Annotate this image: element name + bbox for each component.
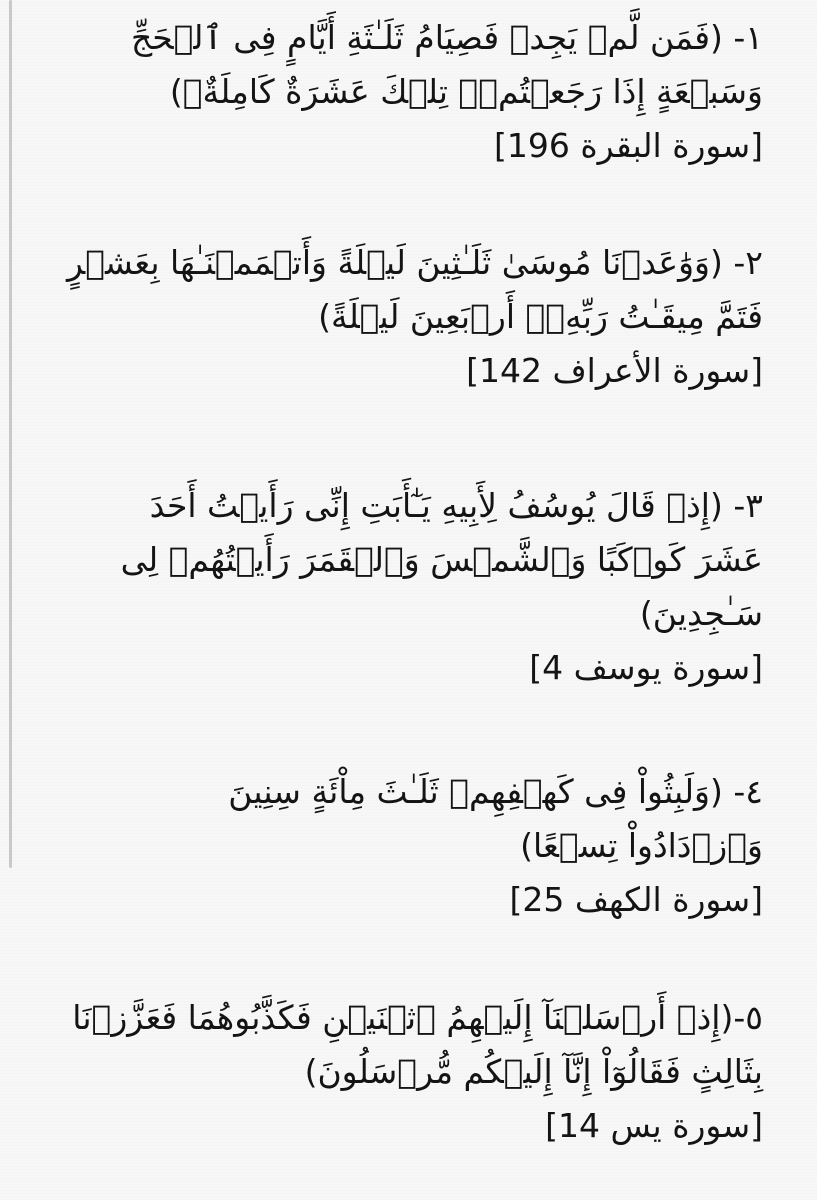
verse-line: ٥-(إِذۡ أَرۡسَلۡنَآ إِلَيۡهِمُ ٱثۡنَيۡنِ فَكَذَّبُوهُمَا فَعَزَّزۡنَا <box>72 998 763 1037</box>
surah-reference: [سورة الأعراف 142] <box>466 351 763 390</box>
surah-reference: [سورة يس 14] <box>545 1106 763 1145</box>
verse-line: ٣- (إِذۡ قَالَ يُوسُفُ لِأَبِيهِ يَـٰٓأَبَتِ إِنِّى رَأَيۡتُ أَحَدَ <box>149 486 763 525</box>
surah-reference: [سورة الكهف 25] <box>509 880 763 919</box>
verse-line: عَشَرَ كَوۡكَبًا وَٱلشَّمۡسَ وَٱلۡقَمَرَ رَأَيۡتُهُمۡ لِى <box>120 540 763 579</box>
verse-entry <box>33 991 763 1153</box>
verse-entry <box>33 236 763 398</box>
verse-line: وَٱزۡدَادُواْ تِسۡعًا) <box>520 826 763 865</box>
surah-reference: [سورة البقرة 196] <box>493 126 763 165</box>
verse-line: فَتَمَّ مِيقَـٰتُ رَبِّهِۦۤ أَرۡبَعِينَ لَيۡلَةً) <box>318 297 763 336</box>
verse-line: ١- (فَمَن لَّمۡ يَجِدۡ فَصِيَامُ ثَلَـٰثَةِ أَيَّامٍ فِى ٱلۡحَجِّ <box>130 18 763 57</box>
verse-entry <box>33 765 763 927</box>
verse-line: وَسَبۡعَةٍ إِذَا رَجَعۡتُمۡۗ تِلۡكَ عَشَرَةٌ كَامِلَةٌۗ) <box>169 72 763 111</box>
verse-entry <box>33 479 763 695</box>
verse-line: سَـٰجِدِينَ) <box>639 594 763 633</box>
verse-line: بِثَالِثٍ فَقَالُوٓاْ إِنَّآ إِلَيۡكُم مُّرۡسَلُونَ) <box>304 1052 763 1091</box>
verse-line: ٢- (وَوَٰعَدۡنَا مُوسَىٰ ثَلَـٰثِينَ لَيۡلَةً وَأَتۡمَمۡنَـٰهَا بِعَشۡرٍ <box>66 243 763 282</box>
verse-line: ٤- (وَلَبِثُواْ فِى كَهۡفِهِمۡ ثَلَـٰثَ مِاْئَةٍ سِنِينَ <box>228 772 763 811</box>
surah-reference: [سورة يوسف 4] <box>529 648 763 687</box>
verse-entry <box>33 11 763 173</box>
scrollbar[interactable] <box>9 0 12 868</box>
